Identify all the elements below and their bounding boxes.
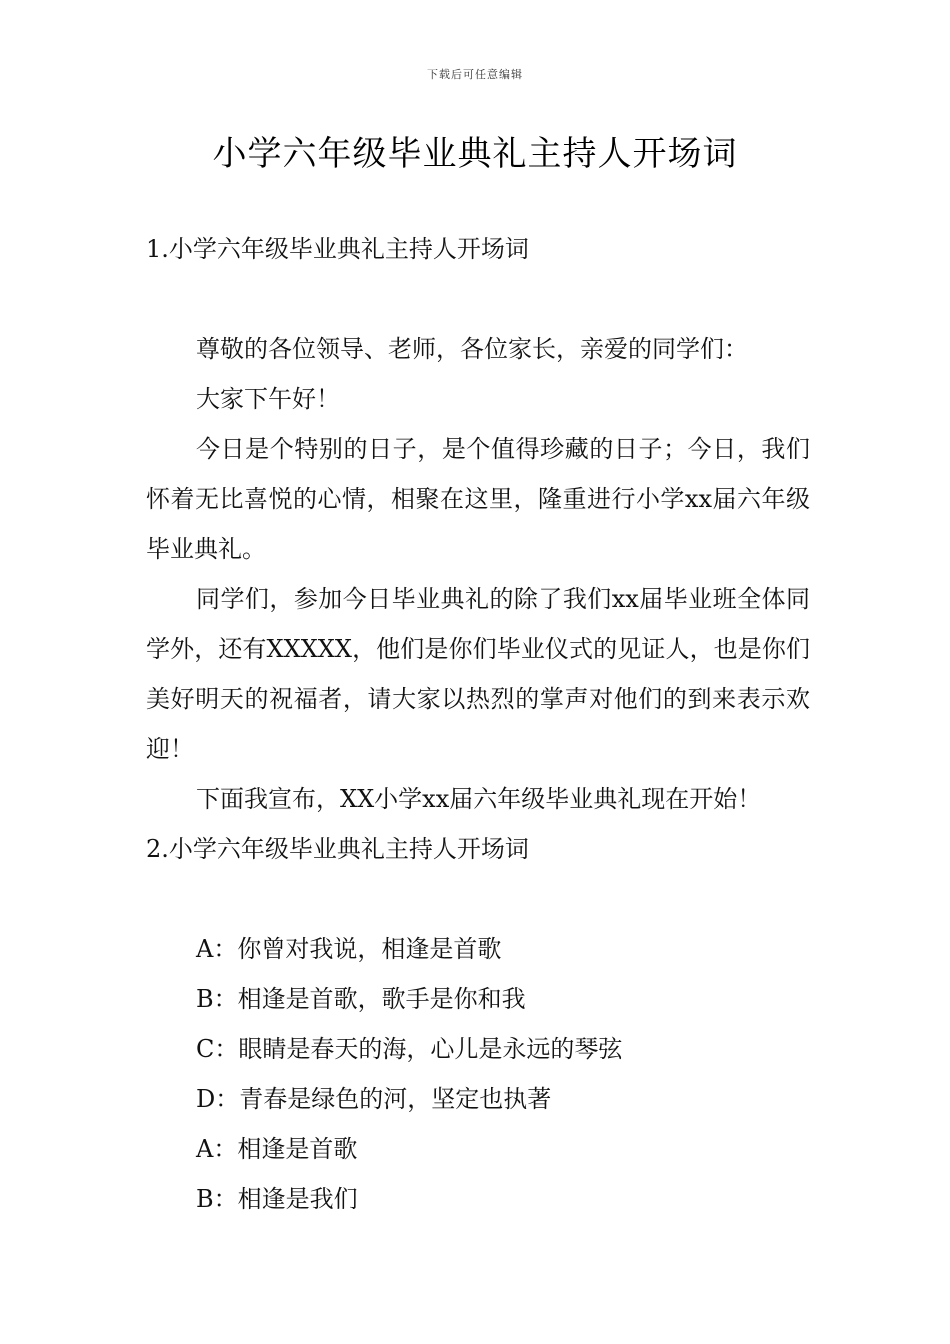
paragraph-special-day: 今日是个特别的日子，是个值得珍藏的日子；今日，我们怀着无比喜悦的心情，相聚在这里，隆重进行小学xx届六年级毕业典礼。 [146,435,810,563]
document-body [146,224,810,1224]
paragraph-announcement: 下面我宣布，XX小学xx届六年级毕业典礼现在开始！ [196,785,762,813]
dialog-line: C：眼睛是春天的海，心儿是永远的琴弦 [196,1035,623,1063]
blank-line [146,274,810,324]
paragraph-greeting: 尊敬的各位领导、老师，各位家长，亲爱的同学们： [196,335,748,363]
dialog-line: A：你曾对我说，相逢是首歌 [196,935,502,963]
dialog-line: B：相逢是首歌，歌手是你和我 [196,985,526,1013]
dialog-line: D：青春是绿色的河，坚定也执著 [196,1085,552,1113]
document-title: 小学六年级毕业典礼主持人开场词 [212,134,738,174]
dialog-line: A：相逢是首歌 [196,1135,358,1163]
section-1-heading: 1.小学六年级毕业典礼主持人开场词 [146,235,529,263]
paragraph-good-afternoon: 大家下午好！ [196,385,340,413]
header-note: 下载后可任意编辑 [427,68,523,81]
dialog-line: B：相逢是我们 [196,1185,358,1213]
blank-line [146,874,810,924]
section-2-heading: 2.小学六年级毕业典礼主持人开场词 [146,835,529,863]
paragraph-guests: 同学们，参加今日毕业典礼的除了我们xx届毕业班全体同学外，还有XXXXX，他们是你们毕业仪式的见证人，也是你们美好明天的祝福者，请大家以热烈的掌声对他们的到来表示欢迎！ [146,585,810,763]
